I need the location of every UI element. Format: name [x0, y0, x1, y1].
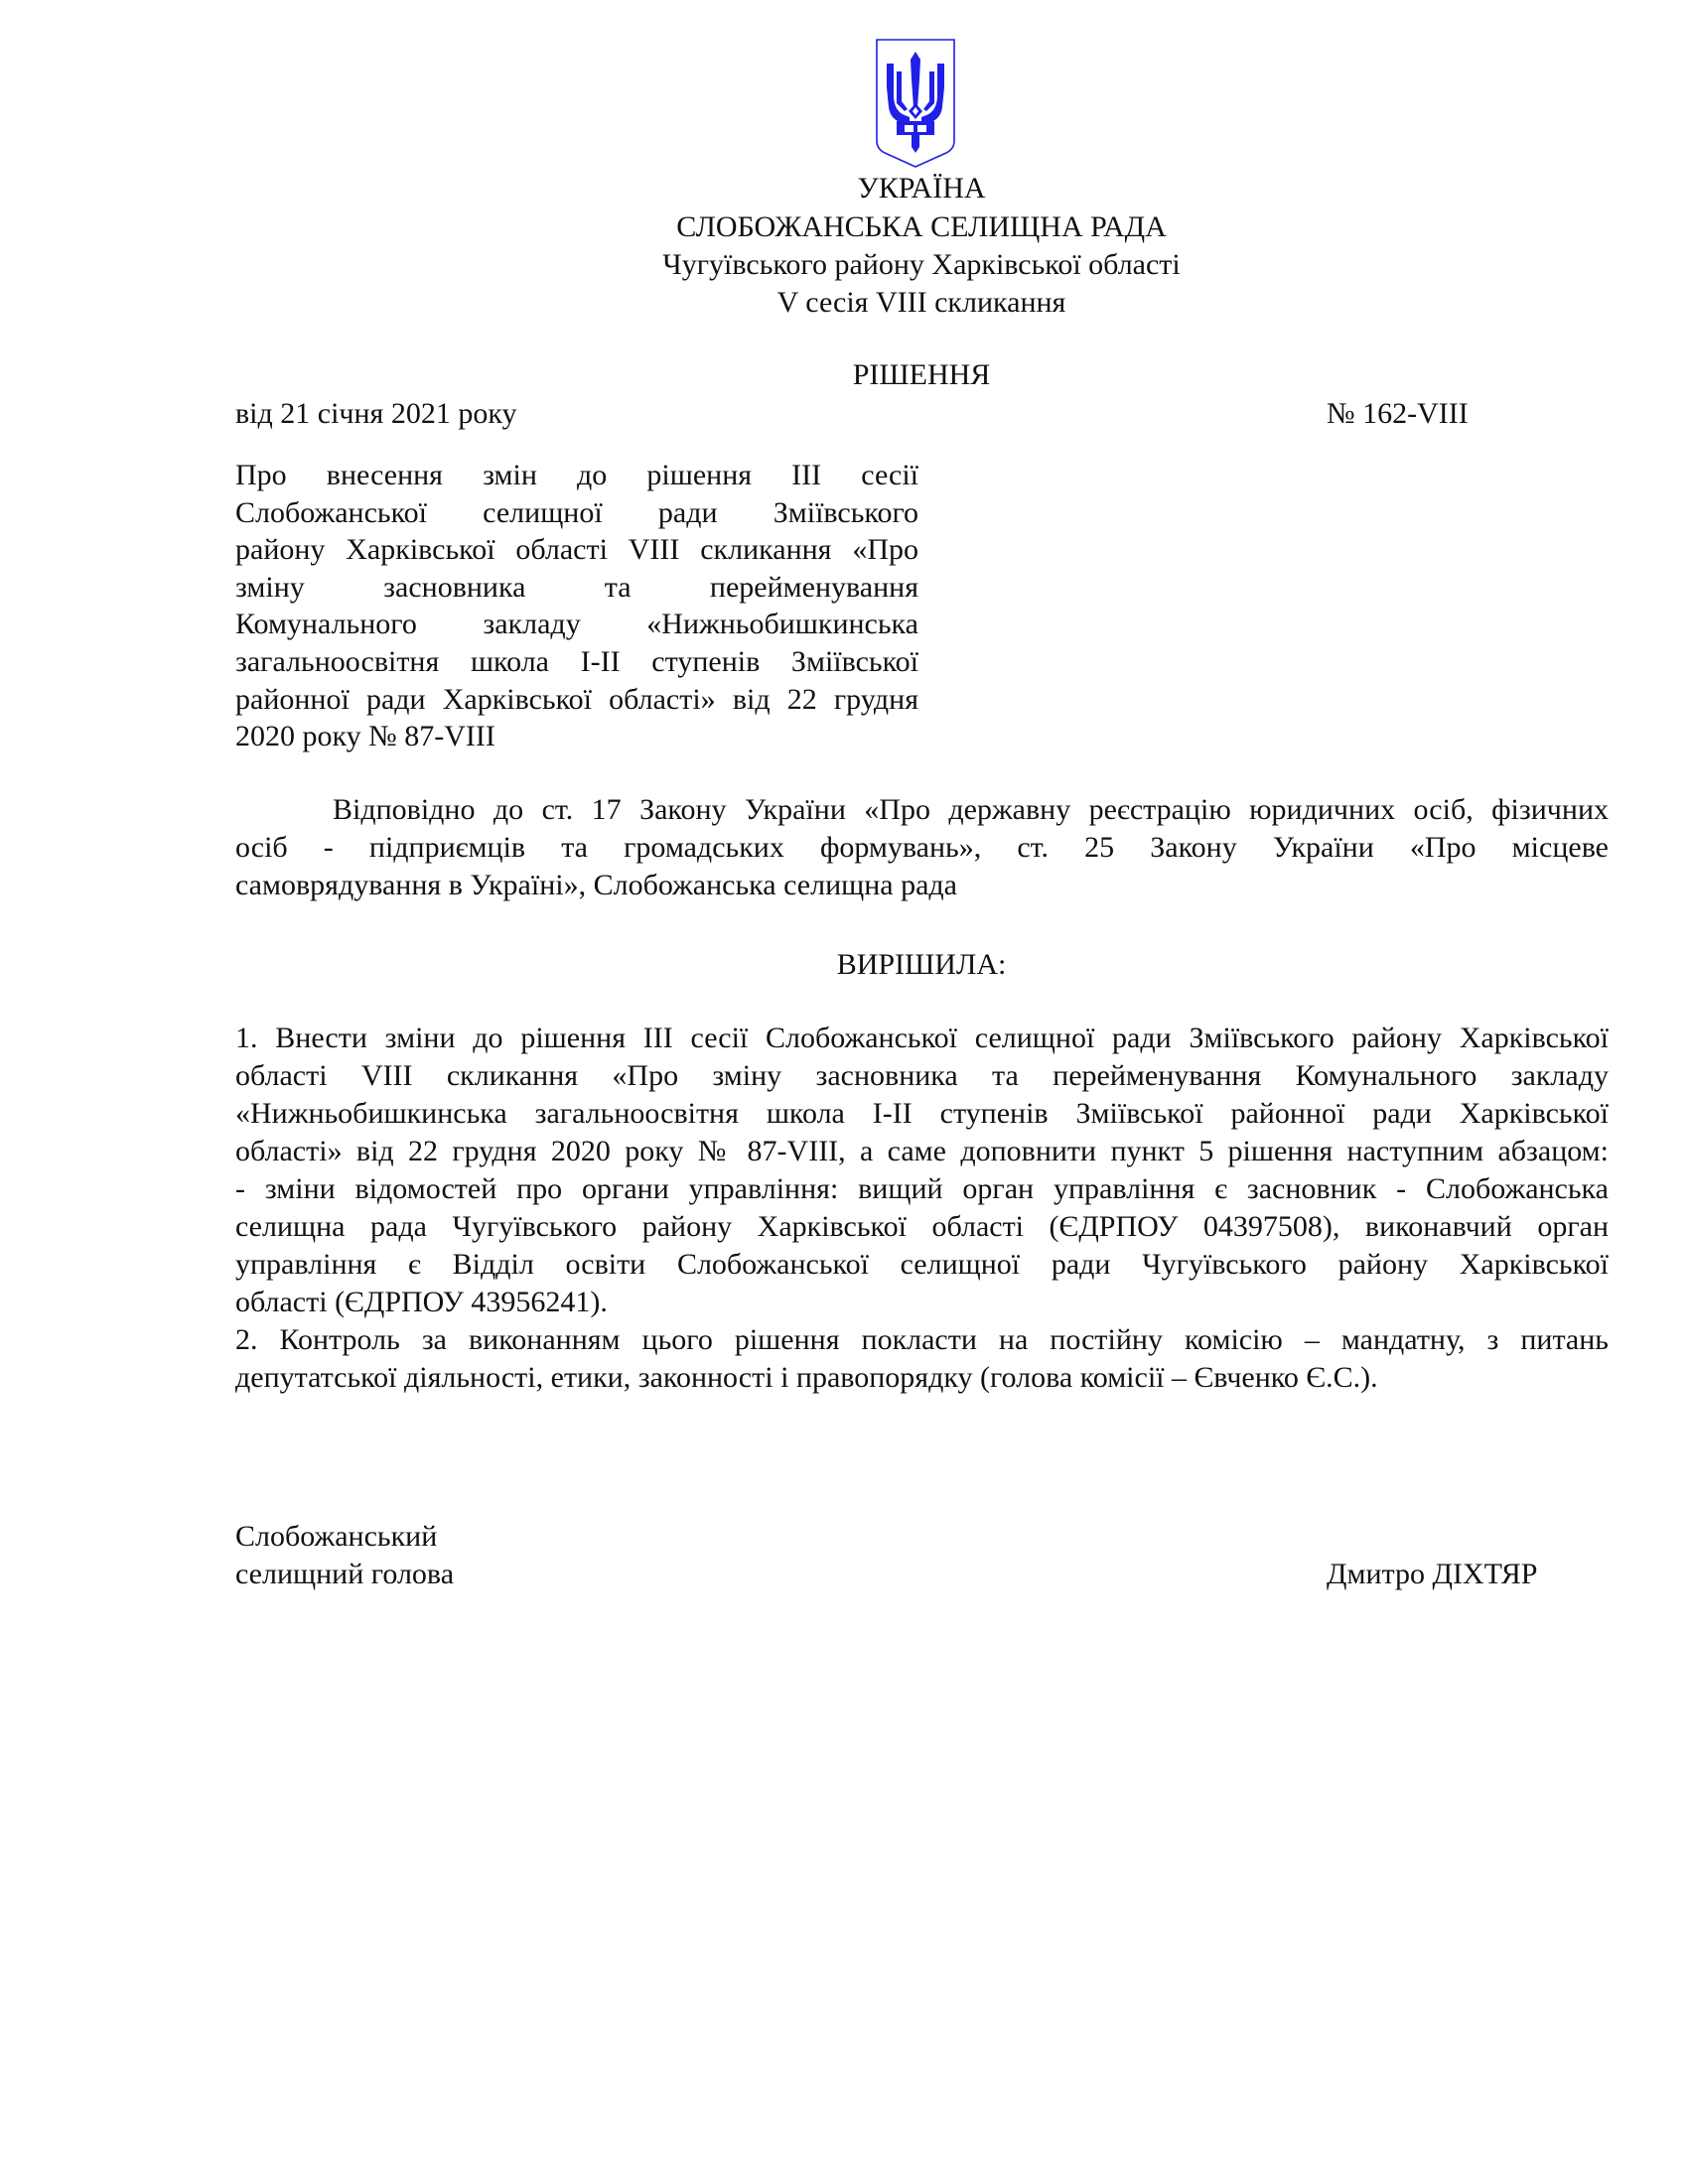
- preamble-line: осіб - підприємців та громадських формувань», ст. 25 Закону України «Про місцеве: [235, 831, 1609, 864]
- subject-line: Комунального закладу «Нижньобишкинська: [235, 608, 918, 641]
- resolved-heading: ВИРІШИЛА:: [836, 948, 1007, 981]
- item-line: - зміни відомостей про органи управління: вищий орган управління є засновник - Слобожанська: [235, 1172, 1609, 1205]
- subject-line: зміну засновника та перейменування: [235, 570, 918, 604]
- item-line: депутатської діяльності, етики, законності і правопорядку (голова комісії – Євченко Є.С.).: [235, 1361, 1378, 1394]
- document-number: № 162-VIII: [1327, 397, 1469, 430]
- header-district: Чугуївського району Харківської області: [662, 248, 1181, 281]
- item-line: управління є Відділ освіти Слобожанської селищної ради Чугуївського району Харківської: [235, 1248, 1609, 1281]
- signatory-name: Дмитро ДІХТЯР: [1327, 1558, 1538, 1590]
- signature-title-line1: Слобожанський: [235, 1520, 438, 1553]
- document-title: РІШЕННЯ: [852, 358, 991, 391]
- item-line: селищна рада Чугуївського району Харківської області (ЄДРПОУ 04397508), виконавчий орган: [235, 1210, 1609, 1243]
- document-date: від 21 січня 2021 року: [235, 397, 517, 430]
- subject-line: Слобожанської селищної ради Зміївського: [235, 495, 918, 529]
- item-line: області» від 22 грудня 2020 року № 87-VIII, а саме доповнити пункт 5 рішення наступним абзацом:: [235, 1135, 1609, 1167]
- subject-line: району Харківської області VIII скликання «Про: [235, 533, 918, 567]
- subject-line: загальноосвітня школа I-II ступенів Зміївської: [235, 644, 918, 678]
- preamble-paragraph: [235, 791, 1609, 904]
- preamble-line: самоврядування в Україні», Слобожанська селищна рада: [235, 869, 958, 901]
- item-line: 2. Контроль за виконанням цього рішення покласти на постійну комісію – мандатну, з питань: [235, 1323, 1609, 1356]
- coat-of-arms-icon: [875, 38, 956, 169]
- item-line: області (ЄДРПОУ 43956241).: [235, 1286, 608, 1318]
- item-line: області VIII скликання «Про зміну засновника та перейменування Комунального закладу: [235, 1059, 1609, 1092]
- header-session: V сесія VIII скликання: [776, 286, 1066, 319]
- subject-line: районної ради Харківської області» від 22 грудня: [235, 682, 918, 716]
- resolution-items: [235, 1020, 1609, 1397]
- preamble-line: Відповідно до ст. 17 Закону України «Про державну реєстрацію юридичних осіб, фізичних: [333, 793, 1609, 826]
- subject-line: 2020 року № 87-VIII: [235, 720, 495, 753]
- header-council: СЛОБОЖАНСЬКА СЕЛИЩНА РАДА: [676, 210, 1167, 243]
- header-country: УКРАЇНА: [857, 172, 986, 205]
- signature-title-line2: селищний голова: [235, 1558, 455, 1590]
- item-line: «Нижньобишкинська загальноосвітня школа I-II ступенів Зміївської районної ради Харківської: [235, 1097, 1609, 1130]
- subject-line: Про внесення змін до рішення III сесії: [235, 459, 918, 491]
- item-line: 1. Внести зміни до рішення III сесії Слобожанської селищної ради Зміївського району Харківської: [235, 1022, 1609, 1054]
- subject-block: [235, 457, 918, 755]
